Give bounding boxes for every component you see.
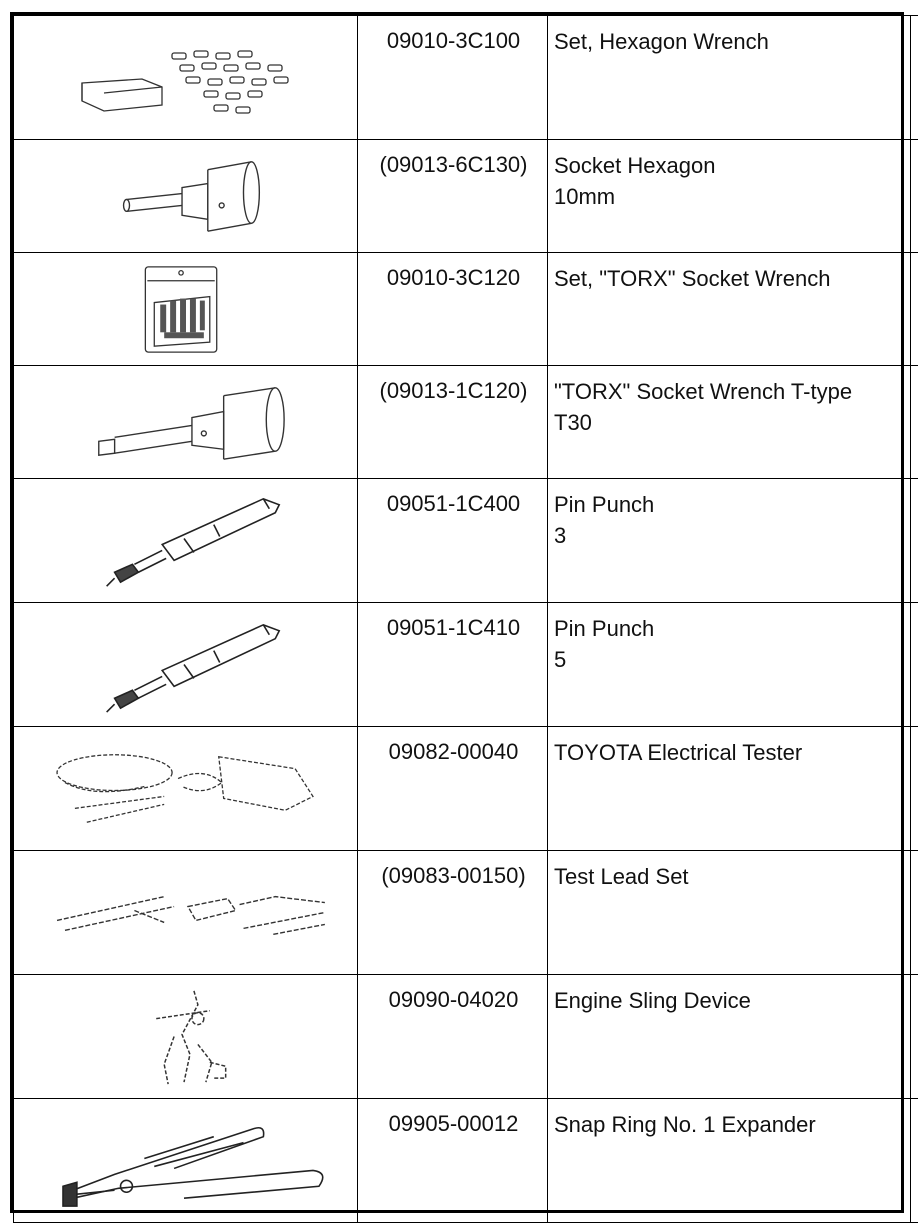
hex-wrench-set-icon xyxy=(14,16,357,139)
tool-illustration-cell xyxy=(14,366,358,479)
blank-cell xyxy=(911,975,918,1099)
tool-name-cell xyxy=(548,366,911,479)
blank-cell xyxy=(911,727,918,851)
tool-name-cell xyxy=(548,140,911,253)
part-number: 09051-1C400 xyxy=(358,479,548,603)
tool-name-cell xyxy=(548,479,911,603)
part-number: (09083-00150) xyxy=(358,851,548,975)
tool-name: Set, "TORX" Socket Wrench xyxy=(554,263,906,294)
table-row xyxy=(14,727,918,851)
tool-name-cell xyxy=(548,253,911,366)
tool-size: 5 xyxy=(554,644,906,675)
tool-illustration-cell xyxy=(14,851,358,975)
part-number: 09082-00040 xyxy=(358,727,548,851)
blank-cell xyxy=(911,253,918,366)
tool-name-cell xyxy=(548,603,911,727)
engine-sling-icon xyxy=(14,975,357,1098)
tool-illustration-cell xyxy=(14,603,358,727)
part-number: 09090-04020 xyxy=(358,975,548,1099)
part-number: (09013-6C130) xyxy=(358,140,548,253)
tool-illustration-cell xyxy=(14,727,358,851)
tool-name-cell xyxy=(548,727,911,851)
tool-name-cell xyxy=(548,975,911,1099)
tool-name: Test Lead Set xyxy=(554,861,906,892)
tool-name-cell xyxy=(548,851,911,975)
table-row xyxy=(14,140,918,253)
tool-illustration-cell xyxy=(14,253,358,366)
blank-cell xyxy=(911,1099,918,1223)
pin-punch-icon xyxy=(14,479,357,602)
table-row xyxy=(14,479,918,603)
torx-socket-icon xyxy=(14,366,357,478)
table-row xyxy=(14,851,918,975)
tool-illustration-cell xyxy=(14,1099,358,1223)
test-lead-icon xyxy=(14,851,357,974)
table-row xyxy=(14,975,918,1099)
blank-cell xyxy=(911,366,918,479)
blank-cell xyxy=(911,140,918,253)
torx-set-icon xyxy=(14,253,357,365)
table-row xyxy=(14,1099,918,1223)
tool-illustration-cell xyxy=(14,16,358,140)
tool-illustration-cell xyxy=(14,975,358,1099)
tool-illustration-cell xyxy=(14,479,358,603)
part-number: (09013-1C120) xyxy=(358,366,548,479)
tool-name-cell xyxy=(548,16,911,140)
tool-size: T30 xyxy=(554,407,906,438)
tool-name: "TORX" Socket Wrench T-type xyxy=(554,376,906,407)
part-number: 09010-3C100 xyxy=(358,16,548,140)
tool-name: Pin Punch xyxy=(554,613,906,644)
tool-illustration-cell xyxy=(14,140,358,253)
electrical-tester-icon xyxy=(14,727,357,850)
part-number: 09051-1C410 xyxy=(358,603,548,727)
hex-socket-icon xyxy=(14,140,357,252)
tool-size: 10mm xyxy=(554,181,906,212)
tool-name: Snap Ring No. 1 Expander xyxy=(554,1109,906,1140)
tool-name: Socket Hexagon xyxy=(554,150,906,181)
part-number: 09905-00012 xyxy=(358,1099,548,1223)
table-row xyxy=(14,366,918,479)
pin-punch-icon xyxy=(14,603,357,726)
tool-name: Set, Hexagon Wrench xyxy=(554,26,906,57)
table-row xyxy=(14,16,918,140)
tool-name: TOYOTA Electrical Tester xyxy=(554,737,906,768)
tool-name: Engine Sling Device xyxy=(554,985,906,1016)
snap-ring-expander-icon xyxy=(14,1099,357,1222)
tool-name: Pin Punch xyxy=(554,489,906,520)
tool-size: 3 xyxy=(554,520,906,551)
blank-cell xyxy=(911,479,918,603)
blank-cell xyxy=(911,851,918,975)
table-row xyxy=(14,603,918,727)
table-row xyxy=(14,253,918,366)
special-tools-table xyxy=(10,12,904,1213)
tool-name-cell xyxy=(548,1099,911,1223)
blank-cell xyxy=(911,16,918,140)
blank-cell xyxy=(911,603,918,727)
part-number: 09010-3C120 xyxy=(358,253,548,366)
